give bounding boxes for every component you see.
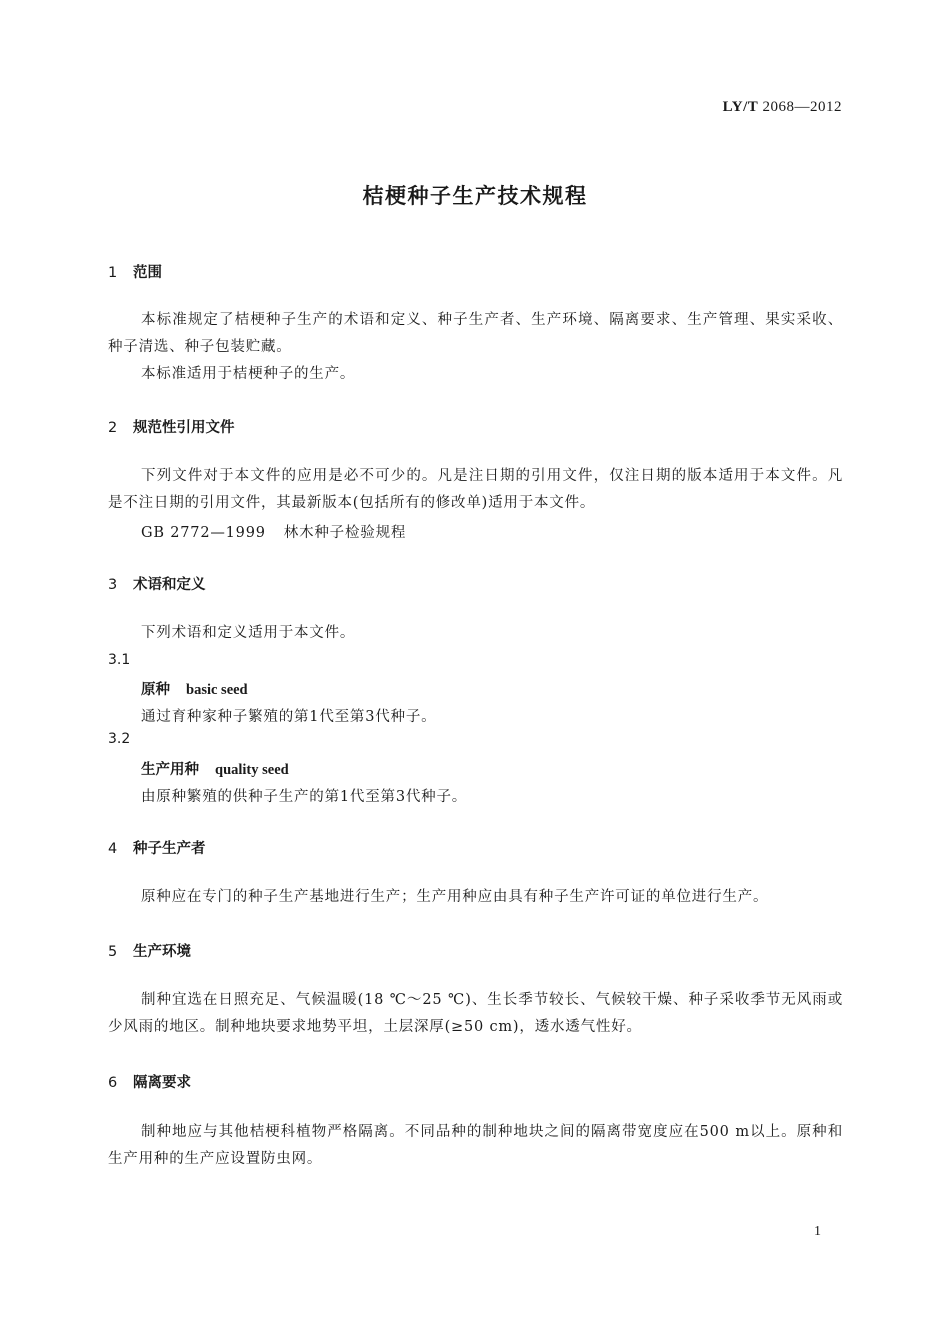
section-number: 3 xyxy=(108,577,118,593)
term-name xyxy=(141,758,289,779)
section-2-heading xyxy=(108,416,235,437)
section-number: 5 xyxy=(108,944,118,960)
term-name-en: quality seed xyxy=(215,762,289,778)
term-number: 3.1 xyxy=(108,652,131,668)
section-2-paragraph-1: 下列文件对于本文件的应用是必不可少的。凡是注日期的引用文件，仅注日期的版本适用于本文件。凡是不注日期的引用文件，其最新版本(包括所有的修改单)适用于本文件。 xyxy=(108,468,843,511)
standard-code xyxy=(723,99,842,116)
section-5-heading xyxy=(108,940,191,961)
term-number: 3.2 xyxy=(108,731,131,747)
standard-number: 2068—2012 xyxy=(762,99,842,115)
term-name-zh: 生产用种 xyxy=(141,762,199,778)
section-title: 种子生产者 xyxy=(133,841,206,857)
reference-title: 林木种子检验规程 xyxy=(283,525,407,541)
section-title: 规范性引用文件 xyxy=(133,420,235,436)
section-1-paragraph-1: 本标准规定了桔梗种子生产的术语和定义、种子生产者、生产环境、隔离要求、生产管理、果实采收、种子清选、种子包装贮藏。 xyxy=(108,312,843,355)
reference-code: GB 2772—1999 xyxy=(141,525,266,541)
section-1-paragraph-2: 本标准适用于桔梗种子的生产。 xyxy=(141,366,356,382)
term-name-zh: 原种 xyxy=(141,682,170,698)
section-1-heading xyxy=(108,261,162,282)
term-name-en: basic seed xyxy=(186,682,248,698)
section-5-paragraph-1: 制种宜选在日照充足、气候温暖(18 ℃～25 ℃)、生长季节较长、气候较干燥、种子采收季节无风雨或少风雨的地区。制种地块要求地势平坦，土层深厚(≥50 cm)，透水透气性好。 xyxy=(108,992,843,1035)
document-title: 桔梗种子生产技术规程 xyxy=(362,184,588,208)
section-number: 1 xyxy=(108,265,118,281)
section-6-paragraph-1: 制种地应与其他桔梗科植物严格隔离。不同品种的制种地块之间的隔离带宽度应在500 m以上。原种和生产用种的生产应设置防虫网。 xyxy=(108,1124,843,1167)
term-definition: 通过育种家种子繁殖的第1代至第3代种子。 xyxy=(141,709,437,725)
section-4-paragraph-1: 原种应在专门的种子生产基地进行生产；生产用种应由具有种子生产许可证的单位进行生产。 xyxy=(141,889,769,905)
term-definition: 由原种繁殖的供种子生产的第1代至第3代种子。 xyxy=(141,789,468,805)
section-title: 隔离要求 xyxy=(133,1075,191,1091)
section-4-heading xyxy=(108,837,206,858)
section-number: 6 xyxy=(108,1075,118,1091)
section-3-paragraph-1: 下列术语和定义适用于本文件。 xyxy=(141,625,356,641)
term-name xyxy=(141,678,248,699)
section-number: 2 xyxy=(108,420,118,436)
standard-prefix: LY/T xyxy=(722,99,759,115)
section-6-heading xyxy=(108,1071,191,1092)
section-title: 生产环境 xyxy=(133,944,191,960)
section-number: 4 xyxy=(108,841,118,857)
section-title: 范围 xyxy=(133,265,162,281)
page-number: 1 xyxy=(814,1224,821,1239)
section-3-heading xyxy=(108,573,206,594)
section-title: 术语和定义 xyxy=(133,577,206,593)
normative-reference xyxy=(141,521,406,542)
